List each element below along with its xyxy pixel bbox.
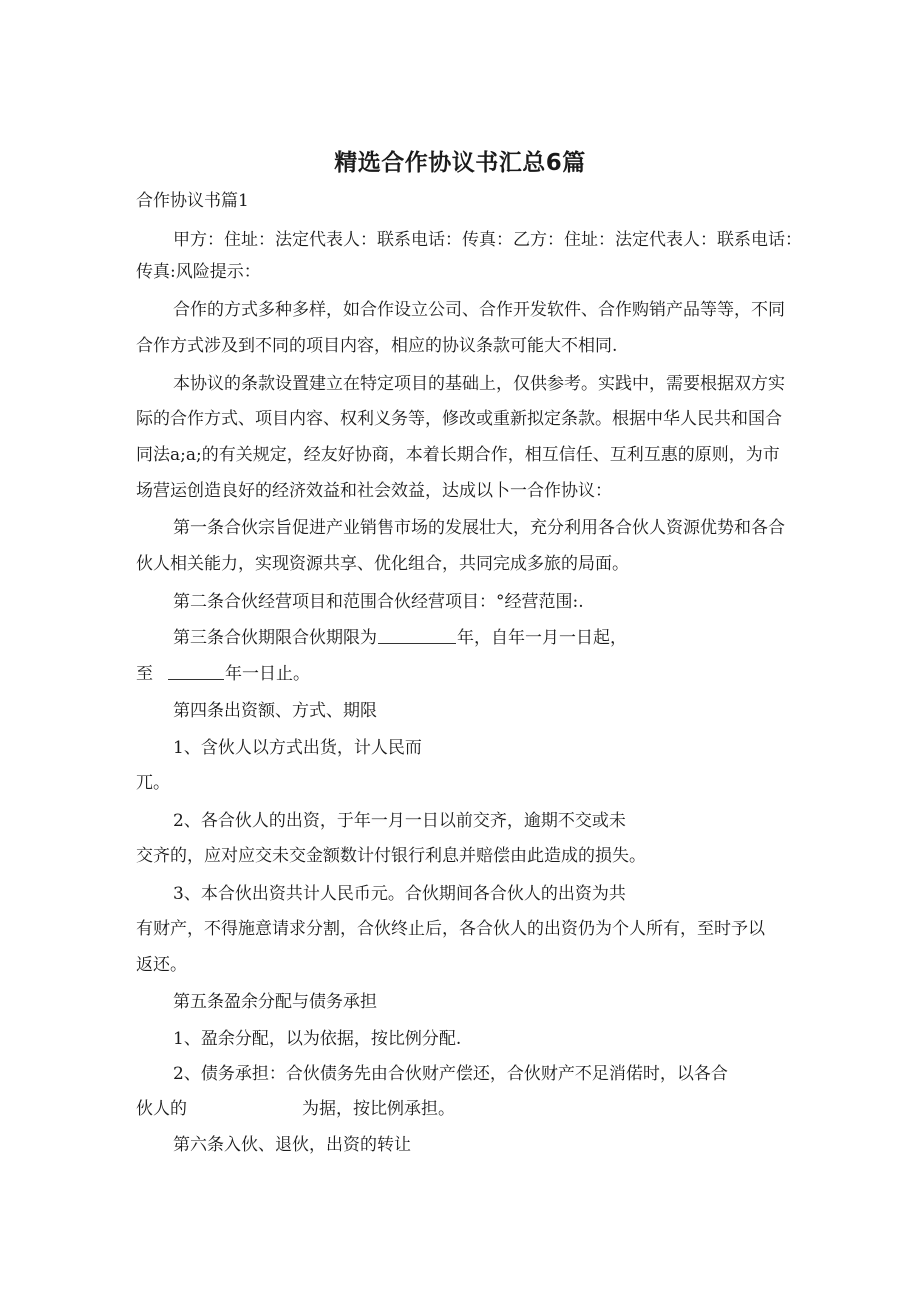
paragraph-line: 合作方式涉及到不同的项目内容，相应的协议条款可能大不相同. (136, 336, 618, 356)
line-text: 年，自年一月一日起， (457, 628, 627, 648)
line-text: 为据，按比例承担。 (302, 1099, 455, 1119)
paragraph-line: 2、各合伙人的出资，于年一月一日以前交齐，逾期不交或未 (173, 811, 626, 831)
paragraph-line (136, 1098, 455, 1120)
fill-in-blank (378, 627, 456, 644)
paragraph-line: 第六条入伙、退伙，出资的转让 (173, 1135, 411, 1155)
paragraph-line: 兀。 (136, 773, 170, 793)
paragraph-line: 伙人相关能力，实现资源共享、优化组合，共同完成多旅的局面。 (136, 554, 629, 574)
line-text: 第三条合伙期限合伙期限为 (173, 628, 377, 648)
paragraph-line: 返还。 (136, 955, 187, 975)
line-text: 年一日止。 (225, 664, 310, 684)
paragraph-line: 有财产，不得施意请求分割，合伙终止后，各合伙人的出资仍为个人所有，至时予以 (136, 919, 765, 939)
document-title: 精选合作协议书汇总6篇 (334, 150, 586, 176)
paragraph-line: 1、含伙人以方式出货，计人民而 (173, 738, 422, 758)
paragraph-line: 际的合作方式、项目内容、权利义务等，修改或重新拟定条款。根据中华人民共和国合 (136, 409, 782, 429)
paragraph-line: 第四条出资额、方式、期限 (173, 701, 377, 721)
paragraph-line: 传真:风险提示： (136, 262, 261, 282)
paragraph-line: 第一条合伙宗旨促进产业销售市场的发展壮大，充分利用各合伙人资源优势和各合 (173, 518, 785, 538)
paragraph-line: 同法a;a;的有关规定，经友好协商，本着长期合作，相互信任、互利互惠的原则，为市 (136, 445, 780, 465)
paragraph-line: 2、债务承担：合伙债务先由合伙财产偿还，合伙财产不足消偌时，以各合 (173, 1064, 728, 1084)
paragraph-line: 本协议的条款设置建立在特定项目的基础上，仅供参考。实践中，需要根据双方实 (173, 374, 785, 394)
line-text: 至 (136, 664, 153, 684)
paragraph-line: 1、盈余分配，以为依据，按比例分配. (173, 1029, 462, 1049)
paragraph-line: 3、本合伙出资共计人民币元。合伙期间各合伙人的出资为共 (173, 884, 626, 904)
paragraph-line: 甲方：住址：法定代表人：联系电话：传真：乙方：住址：法定代表人：联系电话： (173, 230, 802, 250)
paragraph-line: 交齐的，应对应交未交金额数计付银行利息并赔偿由此造成的损失。 (136, 846, 646, 866)
fill-in-blank (168, 663, 224, 680)
paragraph-line (136, 663, 310, 685)
paragraph-line: 第二条合伙经营项目和范围合伙经营项目：°经营范围:. (173, 592, 584, 612)
paragraph-line (173, 627, 627, 649)
paragraph-line: 合作的方式多种多样，如合作设立公司、合作开发软件、合作购销产品等等，不同 (173, 300, 785, 320)
line-text: 伙人的 (136, 1099, 187, 1119)
paragraph-line: 场营运创造良好的经济效益和社会效益，达成以卜一合作协议： (136, 481, 612, 501)
section-heading: 合作协议书篇1 (136, 191, 249, 211)
paragraph-line: 第五条盈余分配与债务承担 (173, 992, 377, 1012)
